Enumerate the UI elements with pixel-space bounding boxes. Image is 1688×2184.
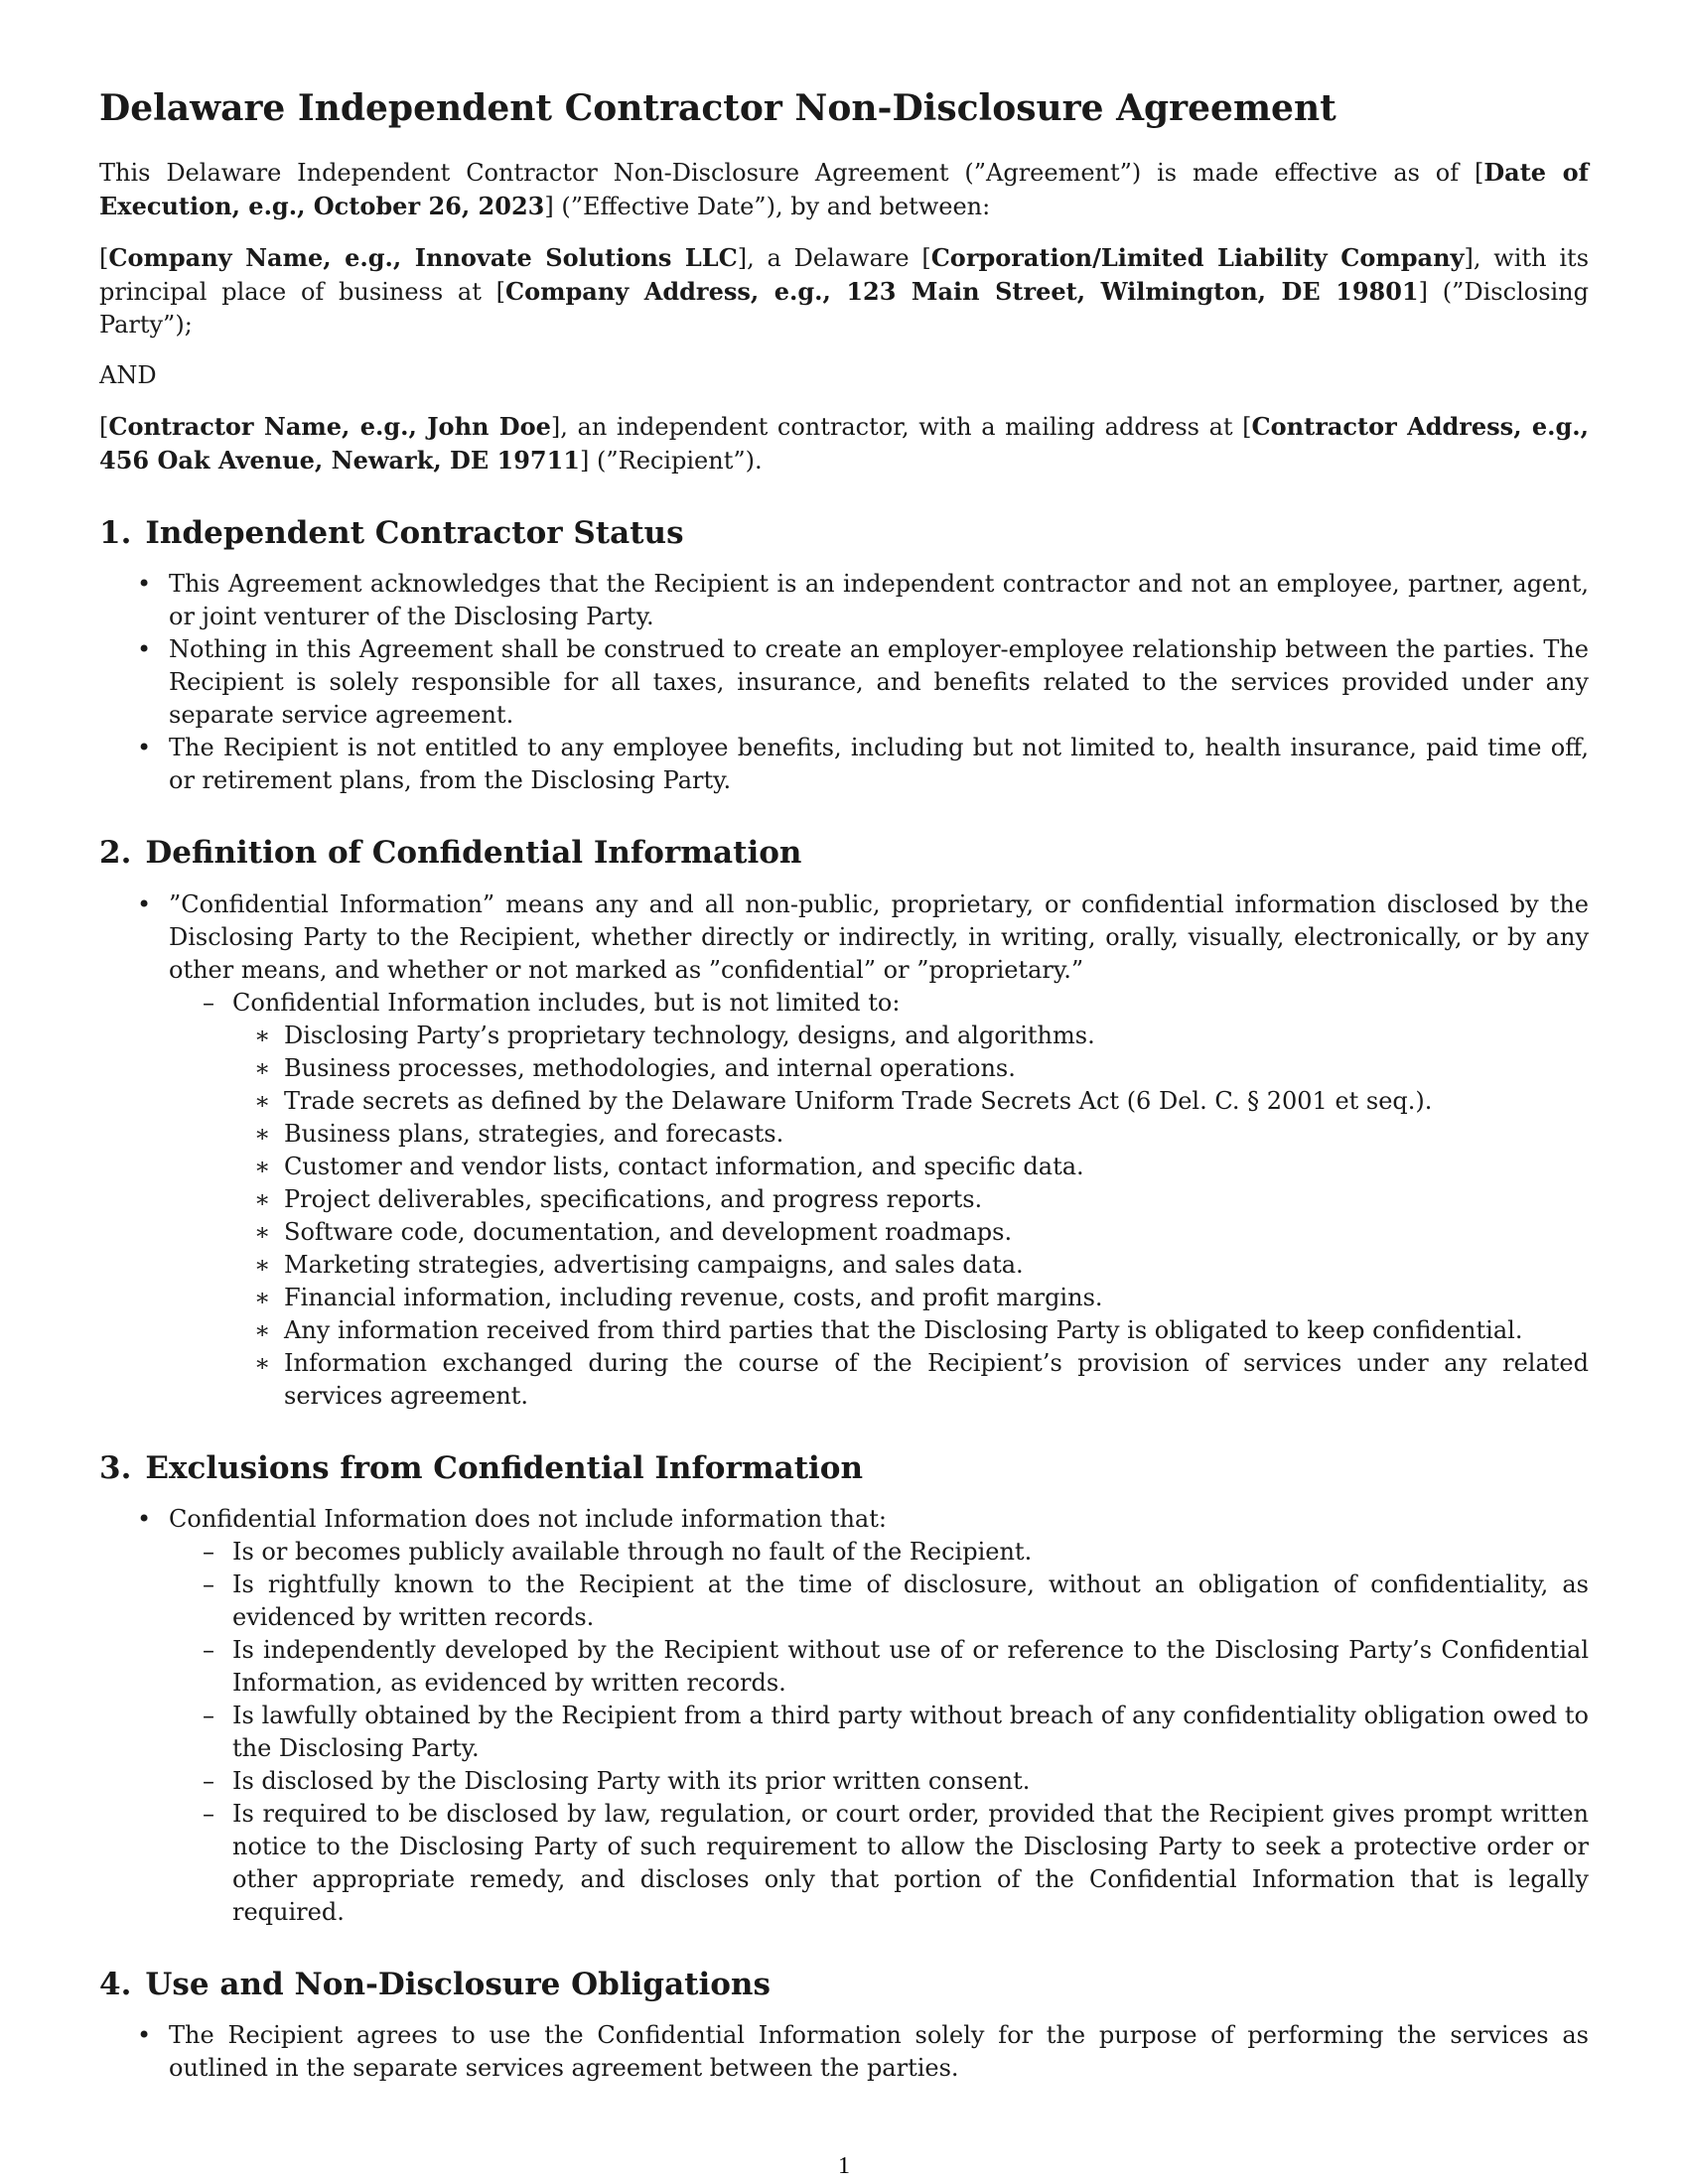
section-list [99,1503,1589,1929]
sub-list-item: – Is required to be disclosed by law, regulation, or court order, provided that the Recipient gives prompt written notice to the Disclosing Party of such requirement to allow the Disclosing Party to seek a protective order or other appropriate remedy, and discloses only that portion of the Confidential Information that is legally required. [203,1798,1589,1929]
sub-list-item-text: Confidential Information includes, but is not limited to: [232,988,901,1017]
section-list [99,2019,1589,2085]
effective-date-placeholder: Date of Execution, e.g., October 26, 2023 [99,158,1589,221]
sub-list-item: – Is lawfully obtained by the Recipient from a third party without breach of any confidentiality obligation owed to the Disclosing Party. [203,1700,1589,1765]
sub-sub-list-item: ∗ Business processes, methodologies, and internal operations. [254,1052,1589,1085]
section-title: Independent Contractor Status [145,515,684,552]
list-item: • Nothing in this Agreement shall be construed to create an employer-employee relationship between the parties. The Recipient is solely responsible for all taxes, insurance, and benefits related to the services provided under any separate service agreement. [99,633,1589,732]
recipient-paragraph [99,410,1589,478]
intro-text: ] (”Effective Date”), by and between: [544,193,991,221]
company-address-placeholder: Company Address, e.g., 123 Main Street, Wilmington, DE 19801 [505,277,1419,307]
sub-sub-list-item: ∗ Disclosing Party’s proprietary technology, designs, and algorithms. [254,1020,1589,1052]
disclosing-party-paragraph [99,241,1589,341]
sub-sub-list [254,1020,1589,1413]
and-separator: AND [99,361,157,390]
section-number: 3. [99,1449,132,1486]
party-text: ] (”Recipient”). [580,447,763,476]
sub-sub-list-item: ∗ Any information received from third parties that the Disclosing Party is obligated to keep confidential. [254,1314,1589,1347]
list-item: • The Recipient agrees to use the Confidential Information solely for the purpose of performing the services as outlined in the separate services agreement between the parties. [99,2019,1589,2085]
list-item [99,888,1589,1413]
sub-list-item: – Is independently developed by the Recipient without use of or reference to the Disclosing Party’s Confidential Information, as evidenced by written records. [203,1634,1589,1700]
section-heading [99,835,1589,872]
list-item: • This Agreement acknowledges that the Recipient is an independent contractor and not an employee, partner, agent, or joint venturer of the Disclosing Party. [99,568,1589,633]
sub-sub-list-item: ∗ Software code, documentation, and development roadmaps. [254,1216,1589,1249]
sub-sub-list-item: ∗ Customer and vendor lists, contact information, and specific data. [254,1151,1589,1183]
section-list [99,888,1589,1413]
section-title: Exclusions from Confidential Information [145,1449,864,1486]
sub-sub-list-item: ∗ Project deliverables, specifications, and progress reports. [254,1183,1589,1216]
list-item-text: Confidential Information does not include information that: [169,1504,887,1533]
list-item-text: ”Confidential Information” means any and all non-public, proprietary, or confidential information disclosed by the Disclosing Party to the Recipient, whether directly or indirectly, in writing, orally, visually, electronically, or by any other means, and whether or not marked as ”confidential” or ”proprietary.” [169,889,1589,984]
sub-list [203,987,1589,1413]
contractor-address-placeholder: Contractor Address, e.g., 456 Oak Avenue, Newark, DE 19711 [99,412,1590,476]
party-text: ] (”Disclosing Party”); [99,278,1590,340]
sub-sub-list-item: ∗ Business plans, strategies, and forecasts. [254,1118,1589,1151]
intro-paragraph [99,156,1589,223]
sub-sub-list-item: ∗ Information exchanged during the course of the Recipient’s provision of services under any related services agreement. [254,1347,1589,1413]
section-number: 1. [99,515,132,552]
sub-sub-list-item: ∗ Financial information, including revenue, costs, and profit margins. [254,1282,1589,1314]
section-list [99,568,1589,797]
bracket-text: [ [99,244,109,273]
section-heading [99,1967,1589,2003]
section-title: Use and Non-Disclosure Obligations [145,1966,771,2002]
company-name-placeholder: Company Name, e.g., Innovate Solutions LLC [108,243,738,273]
list-item: • The Recipient is not entitled to any employee benefits, including but not limited to, health insurance, paid time off, or retirement plans, from the Disclosing Party. [99,732,1589,797]
sub-list-item: – Is disclosed by the Disclosing Party with its prior written consent. [203,1765,1589,1798]
list-item [99,1503,1589,1929]
party-text: ], with its principal place of business at [ [99,244,1590,307]
document-title: Delaware Independent Contractor Non-Disclosure Agreement [99,87,1336,129]
sub-sub-list-item: ∗ Marketing strategies, advertising campaigns, and sales data. [254,1249,1589,1282]
sub-list-item: – Is or becomes publicly available through no fault of the Recipient. [203,1536,1589,1569]
section-heading [99,1450,1589,1487]
party-text: ], an independent contractor, with a mailing address at [ [550,413,1252,442]
sub-sub-list-item: ∗ Trade secrets as defined by the Delaware Uniform Trade Secrets Act (6 Del. C. § 2001 et seq.). [254,1085,1589,1118]
sub-list-item: – Is rightfully known to the Recipient at the time of disclosure, without an obligation of confidentiality, as evidenced by written records. [203,1569,1589,1634]
page-number: 1 [838,2153,850,2179]
contractor-name-placeholder: Contractor Name, e.g., John Doe [108,412,551,442]
sub-list-item [203,987,1589,1413]
section-number: 2. [99,835,132,872]
section-heading [99,515,1589,552]
bracket-text: [ [99,413,109,442]
section-title: Definition of Confidential Information [145,835,802,872]
intro-text: This Delaware Independent Contractor Non-Disclosure Agreement (”Agreement”) is made effective as of [ [99,159,1484,188]
sub-list [203,1536,1589,1929]
entity-type-placeholder: Corporation/Limited Liability Company [930,243,1465,273]
section-number: 4. [99,1966,132,2002]
party-text: ], a Delaware [ [737,244,931,273]
